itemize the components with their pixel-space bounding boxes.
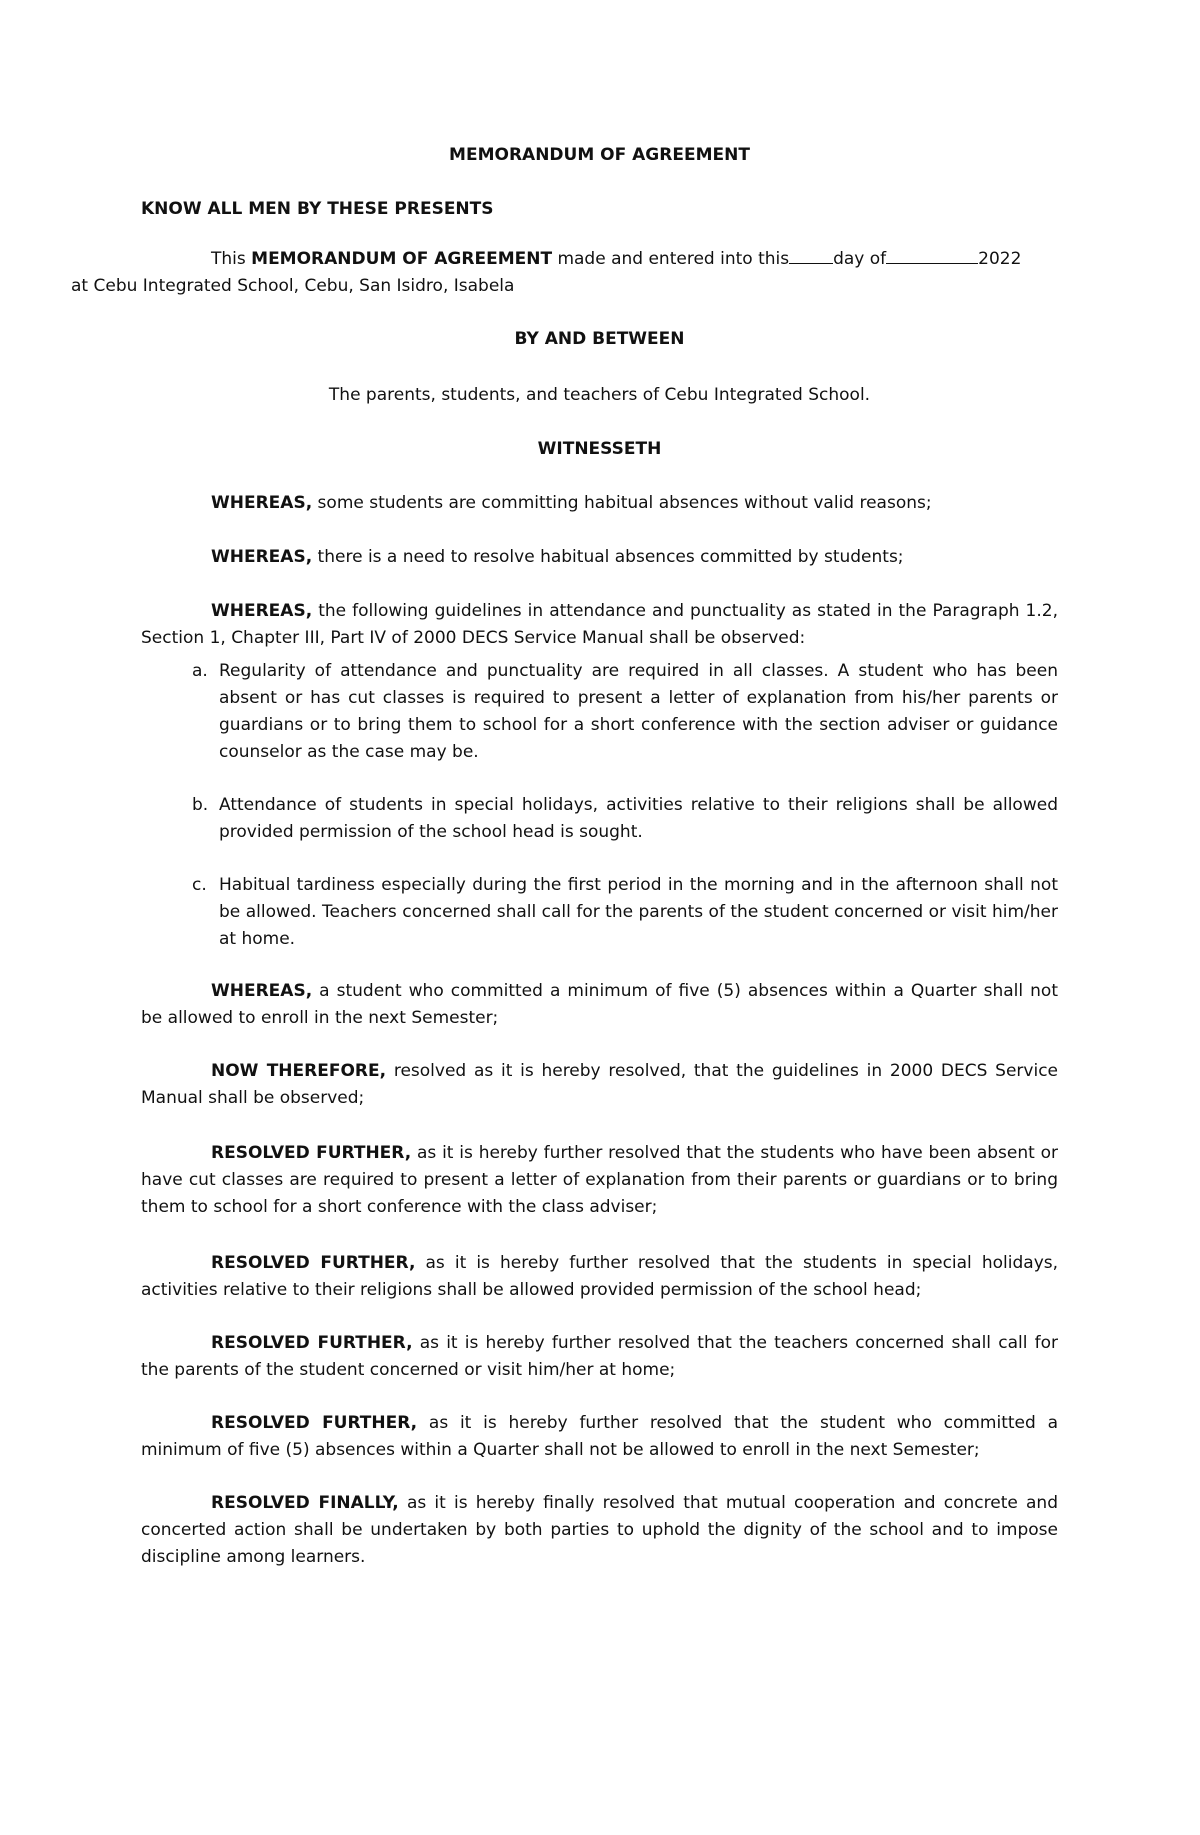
parties-line: The parents, students, and teachers of Cebu Integrated School. <box>328 385 871 405</box>
intro-paragraph: This MEMORANDUM OF AGREEMENT made and entered into this day of 2022 at Cebu Integrated School, Cebu, San Isidro, Isabela <box>71 249 1022 296</box>
resolved-further-1: RESOLVED FURTHER, as it is hereby further resolved that the students who have been absent or have cut classes are required to present a letter of explanation from their parents or guardians or to bring them to school for a short conference with the class adviser; <box>141 1143 1059 1217</box>
document-title: MEMORANDUM OF AGREEMENT <box>449 145 750 165</box>
whereas-2: WHEREAS, there is a need to resolve habitual absences committed by students; <box>211 547 904 567</box>
month-blank <box>886 247 978 264</box>
day-blank <box>789 247 833 264</box>
witnesseth-heading: WITNESSETH <box>537 439 662 459</box>
list-item-c: c. Habitual tardiness especially during the first period in the morning and in the afternoon shall not be allowed. Teachers concerned shall call for the parents of the student concerned or visit him/her at home. <box>192 875 1058 949</box>
whereas-1: WHEREAS, some students are committing habitual absences without valid reasons; <box>211 493 932 513</box>
intro-location: at Cebu Integrated School, Cebu, San Isidro, Isabela <box>71 276 515 296</box>
resolved-further-4: RESOLVED FURTHER, as it is hereby further resolved that the student who committed a minimum of five (5) absences within a Quarter shall not be allowed to enroll in the next Semester; <box>141 1413 1058 1460</box>
know-all-heading: KNOW ALL MEN BY THESE PRESENTS <box>141 199 494 219</box>
resolved-further-2: RESOLVED FURTHER, as it is hereby further resolved that the students in special holidays, activities relative to their religions shall be allowed provided permission of the school head; <box>141 1253 1059 1300</box>
list-item-a: a. Regularity of attendance and punctuality are required in all classes. A student who has been absent or has cut classes is required to present a letter of explanation from his/her parents or guardians or to bring them to school for a short conference with the section adviser or guidance counselor as the case may be. <box>192 661 1058 762</box>
now-therefore-paragraph: NOW THEREFORE, resolved as it is hereby resolved, that the guidelines in 2000 DECS Service Manual shall be observed; <box>141 1061 1059 1108</box>
resolved-finally: RESOLVED FINALLY, as it is hereby finally resolved that mutual cooperation and concrete and concerted action shall be undertaken by both parties to uphold the dignity of the school and to impose discipline among learners. <box>141 1493 1058 1567</box>
list-item-b: b. Attendance of students in special holidays, activities relative to their religions shall be allowed provided permission of the school head is sought. <box>192 795 1058 842</box>
whereas-3: WHEREAS, the following guidelines in attendance and punctuality as stated in the Paragraph 1.2, Section 1, Chapter III, Part IV of 2000 DECS Service Manual shall be observed: <box>141 601 1058 648</box>
resolved-further-3: RESOLVED FURTHER, as it is hereby further resolved that the teachers concerned shall call for the parents of the student concerned or visit him/her at home; <box>141 1333 1059 1380</box>
by-and-between-heading: BY AND BETWEEN <box>514 329 685 349</box>
whereas-4: WHEREAS, a student who committed a minimum of five (5) absences within a Quarter shall not be allowed to enroll in the next Semester; <box>141 981 1058 1028</box>
